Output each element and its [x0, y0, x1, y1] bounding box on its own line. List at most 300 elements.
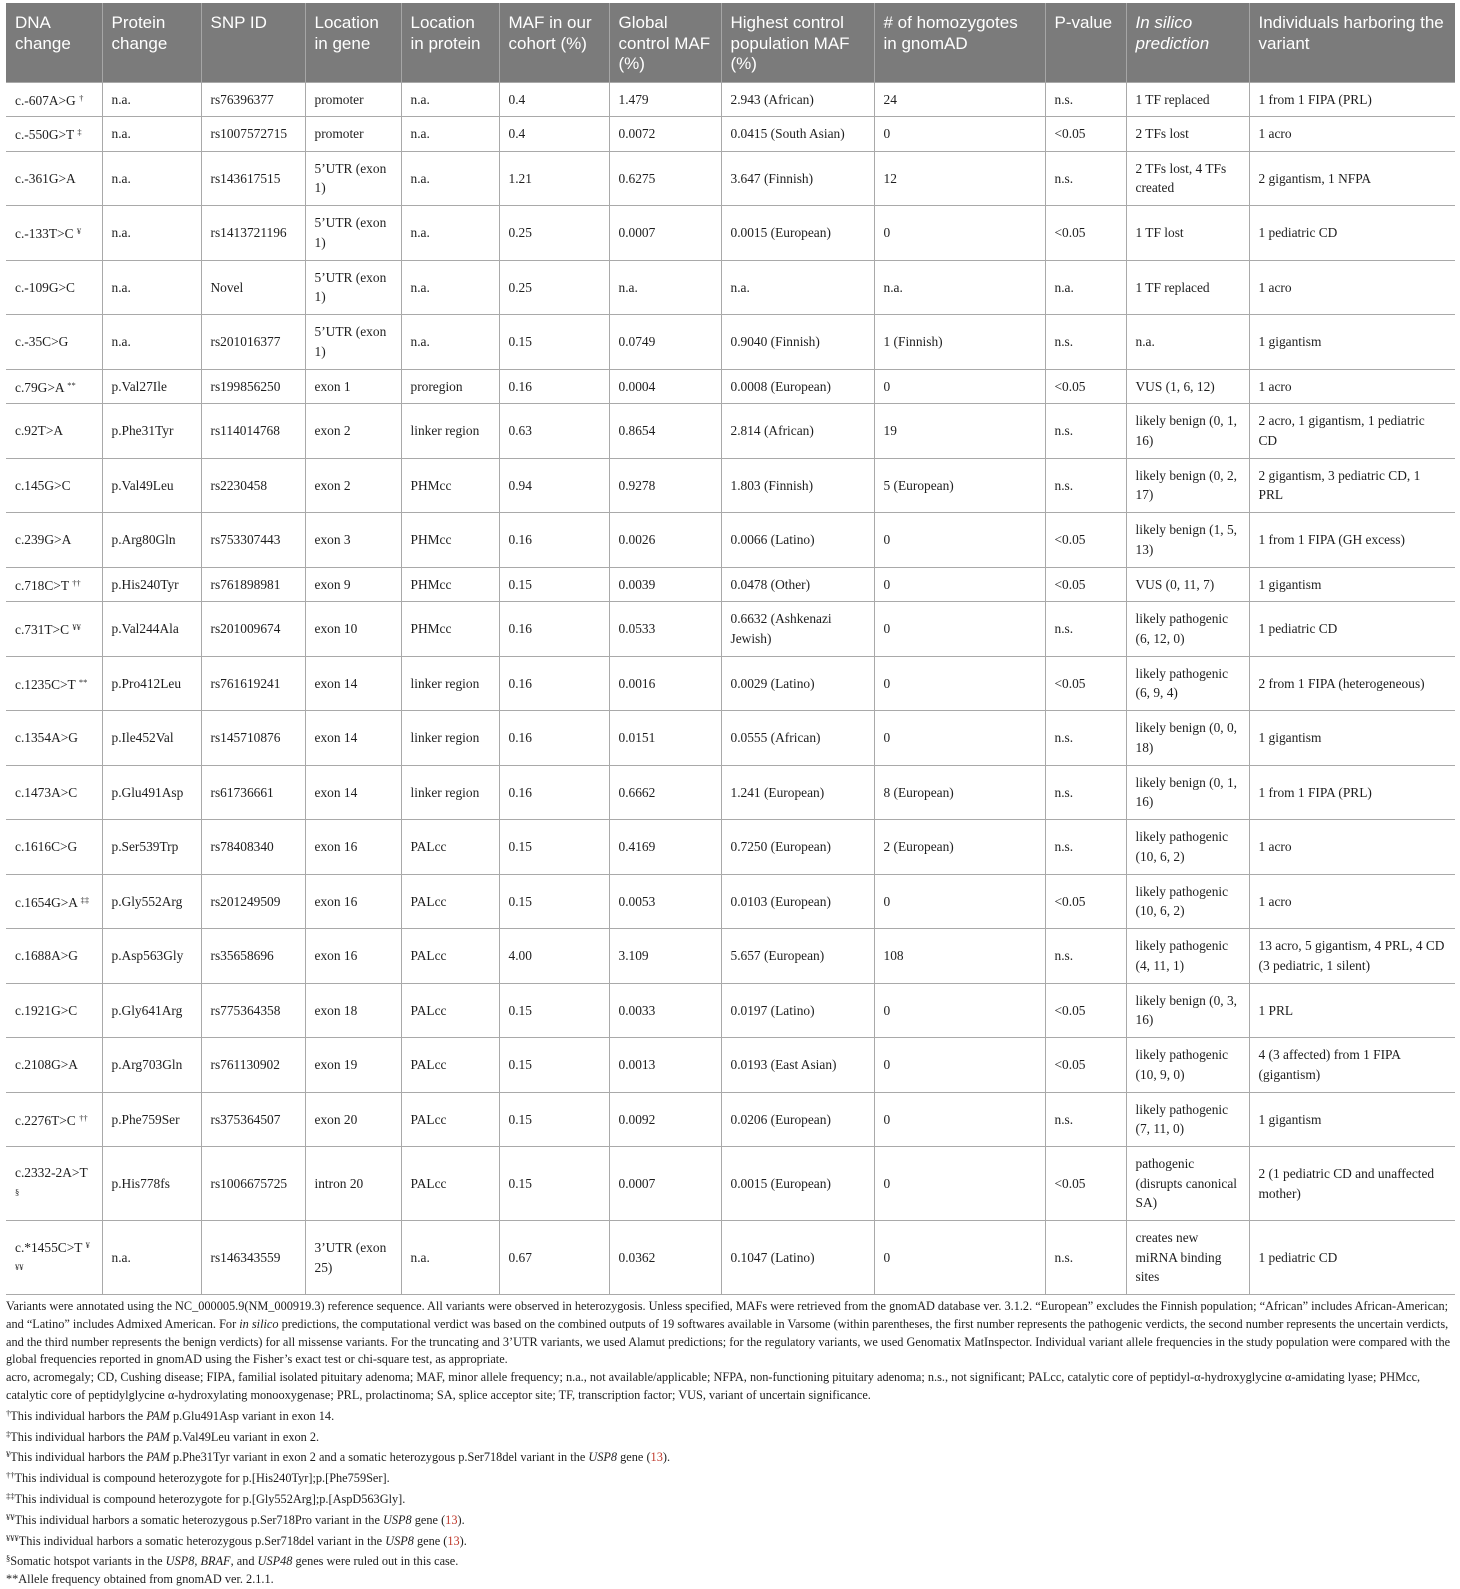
cell-location-protein — [401, 513, 499, 568]
cell-dna-change — [6, 983, 102, 1038]
cell-maf-cohort — [499, 567, 609, 602]
location-gene-text: exon 18 — [314, 1002, 358, 1018]
cell-homozygotes — [874, 404, 1045, 459]
location-protein-text: linker region — [410, 423, 480, 438]
footnote-marker: ** — [67, 379, 76, 390]
footnote-marker: †† — [79, 1112, 88, 1123]
cell-maf-cohort — [499, 117, 609, 152]
cell-dna-change — [6, 315, 102, 370]
cell-dna-change — [6, 656, 102, 711]
cell-individuals — [1249, 983, 1455, 1038]
homozygotes-text: 0 — [883, 532, 891, 547]
snp-id-text: rs201249509 — [210, 893, 281, 909]
maf-cohort-text: 0.25 — [508, 225, 532, 240]
footnote-double-yen: ¥¥This individual harbors a somatic heterozygous p.Ser718Pro variant in the USP8 gene (13). — [6, 1511, 465, 1527]
p-value-text: n.s. — [1054, 477, 1074, 493]
cell-p-value — [1045, 369, 1126, 404]
cell-dna-change — [6, 1221, 102, 1295]
cell-in-silico — [1126, 567, 1249, 602]
location-protein-text: n.a. — [410, 126, 430, 141]
reference-link[interactable]: 13 — [650, 1450, 663, 1465]
cell-maf-highest — [721, 404, 874, 459]
dna-change-text: c.-35C>G — [15, 334, 69, 349]
table-row — [6, 983, 1455, 1038]
table-row — [6, 513, 1455, 568]
footnote-marker: ¥ — [76, 226, 82, 236]
cell-maf-highest — [721, 765, 874, 820]
in-silico-text: likely benign (0, 3, 16) — [1135, 992, 1238, 1028]
cell-snp-id — [201, 1221, 305, 1295]
maf-highest-text: 1.803 (Finnish) — [730, 477, 814, 493]
cell-in-silico — [1126, 1147, 1249, 1221]
cell-in-silico — [1126, 260, 1249, 315]
cell-location-protein — [401, 1038, 499, 1093]
cell-p-value — [1045, 765, 1126, 820]
cell-location-protein — [401, 602, 499, 657]
cell-dna-change — [6, 820, 102, 875]
header-location-gene: Location in gene — [305, 3, 401, 82]
table-row — [6, 765, 1455, 820]
p-value-text: <0.05 — [1054, 126, 1086, 141]
maf-global-text: 0.0007 — [618, 1175, 656, 1191]
homozygotes-text: n.a. — [883, 279, 903, 295]
maf-highest-text: 0.0555 (African) — [730, 730, 821, 745]
header-homozygotes: # of homozygotes in gnomAD — [874, 3, 1045, 82]
cell-dna-change — [6, 458, 102, 513]
cell-protein-change — [102, 602, 201, 657]
cell-maf-cohort — [499, 260, 609, 315]
maf-highest-text: 0.7250 (European) — [730, 839, 831, 854]
snp-id-text: rs1006675725 — [210, 1175, 288, 1191]
cell-maf-cohort — [499, 404, 609, 459]
maf-highest-text: 2.814 (African) — [730, 423, 814, 438]
cell-homozygotes — [874, 1221, 1045, 1295]
maf-cohort-text: 0.67 — [508, 1249, 532, 1265]
cell-snp-id — [201, 151, 305, 206]
location-protein-text: PALcc — [410, 839, 447, 854]
maf-global-text: 0.0033 — [618, 1002, 656, 1018]
p-value-text: n.s. — [1054, 784, 1074, 800]
cell-snp-id — [201, 820, 305, 875]
cell-location-gene — [305, 567, 401, 602]
in-silico-text: likely pathogenic (10, 6, 2) — [1135, 883, 1229, 919]
cell-protein-change — [102, 820, 201, 875]
cell-in-silico — [1126, 513, 1249, 568]
protein-change-text: p.Ile452Val — [111, 730, 174, 745]
homozygotes-text: 0 — [883, 225, 891, 240]
cell-location-protein — [401, 1221, 499, 1295]
cell-snp-id — [201, 117, 305, 152]
cell-maf-highest — [721, 151, 874, 206]
cell-location-protein — [401, 82, 499, 117]
p-value-text: <0.05 — [1054, 1175, 1086, 1191]
maf-highest-text: 0.0066 (Latino) — [730, 532, 815, 547]
cell-maf-highest — [721, 82, 874, 117]
cell-maf-cohort — [499, 656, 609, 711]
p-value-text: n.s. — [1054, 1111, 1074, 1127]
cell-homozygotes — [874, 1147, 1045, 1221]
cell-maf-global — [609, 929, 721, 984]
table-row — [6, 1147, 1455, 1221]
header-individuals: Individuals harboring the variant — [1249, 3, 1455, 82]
cell-maf-global — [609, 656, 721, 711]
table-row — [6, 820, 1455, 875]
snp-id-text: rs2230458 — [210, 477, 268, 493]
cell-location-gene — [305, 983, 401, 1038]
cell-in-silico — [1126, 369, 1249, 404]
cell-maf-cohort — [499, 151, 609, 206]
dna-change-text: c.1235C>T — [15, 676, 76, 692]
maf-highest-text: 0.0193 (East Asian) — [730, 1057, 837, 1072]
cell-protein-change — [102, 929, 201, 984]
cell-dna-change — [6, 602, 102, 657]
cell-maf-highest — [721, 1038, 874, 1093]
cell-maf-global — [609, 874, 721, 929]
p-value-text: <0.05 — [1054, 378, 1086, 394]
cell-location-gene — [305, 404, 401, 459]
cell-p-value — [1045, 656, 1126, 711]
cell-dna-change — [6, 765, 102, 820]
cell-homozygotes — [874, 765, 1045, 820]
location-gene-text: exon 9 — [314, 576, 351, 592]
snp-id-text: rs375364507 — [210, 1111, 281, 1127]
cell-maf-global — [609, 315, 721, 370]
cell-homozygotes — [874, 82, 1045, 117]
snp-id-text: rs114014768 — [210, 423, 280, 438]
p-value-text: <0.05 — [1054, 1057, 1086, 1072]
table-row — [6, 206, 1455, 261]
homozygotes-text: 0 — [883, 1057, 891, 1072]
cell-location-gene — [305, 513, 401, 568]
maf-highest-text: 0.0103 (European) — [730, 893, 831, 909]
cell-maf-cohort — [499, 1092, 609, 1147]
cell-in-silico — [1126, 983, 1249, 1038]
cell-p-value — [1045, 1038, 1126, 1093]
individuals-text: 13 acro, 5 gigantism, 4 PRL, 4 CD (3 pediatric, 1 silent) — [1258, 938, 1445, 973]
cell-maf-global — [609, 711, 721, 766]
snp-id-text: rs76396377 — [210, 91, 274, 107]
maf-highest-text: 1.241 (European) — [730, 784, 825, 800]
maf-cohort-text: 0.4 — [508, 126, 526, 141]
snp-id-text: rs145710876 — [210, 730, 281, 745]
cell-in-silico — [1126, 929, 1249, 984]
p-value-text: n.s. — [1054, 839, 1074, 854]
footnote-marker: †† — [72, 577, 81, 588]
cell-maf-cohort — [499, 929, 609, 984]
cell-maf-global — [609, 983, 721, 1038]
individuals-text: 1 gigantism — [1258, 730, 1322, 745]
cell-maf-global — [609, 567, 721, 602]
cell-individuals — [1249, 820, 1455, 875]
homozygotes-text: 0 — [883, 1111, 891, 1127]
table-row — [6, 711, 1455, 766]
footnote-dagger: †This individual harbors the PAM p.Glu491Asp variant in exon 14. — [6, 1407, 335, 1423]
snp-id-text: rs761619241 — [210, 675, 281, 691]
p-value-text: <0.05 — [1054, 225, 1086, 240]
maf-global-text: 0.0072 — [618, 126, 656, 141]
protein-change-text: p.His778fs — [111, 1175, 170, 1191]
cell-individuals — [1249, 206, 1455, 261]
maf-global-text: 0.8654 — [618, 423, 656, 438]
p-value-text: <0.05 — [1054, 576, 1086, 592]
maf-highest-text: 3.647 (Finnish) — [730, 170, 814, 186]
cell-location-protein — [401, 765, 499, 820]
dna-change-text: c.1921G>C — [15, 1002, 78, 1018]
cell-maf-highest — [721, 820, 874, 875]
cell-p-value — [1045, 983, 1126, 1038]
snp-id-text: rs61736661 — [210, 784, 274, 800]
cell-snp-id — [201, 513, 305, 568]
individuals-text: 1 gigantism — [1258, 576, 1322, 592]
cell-homozygotes — [874, 1038, 1045, 1093]
p-value-text: n.s. — [1054, 334, 1074, 349]
table-row — [6, 82, 1455, 117]
cell-individuals — [1249, 874, 1455, 929]
maf-highest-text: 0.1047 (Latino) — [730, 1249, 815, 1265]
snp-id-text: rs35658696 — [210, 948, 274, 963]
cell-maf-highest — [721, 458, 874, 513]
snp-id-text: rs201016377 — [210, 334, 281, 349]
location-gene-text: 5’UTR (exon 1) — [314, 215, 387, 250]
p-value-text: n.s. — [1054, 1249, 1074, 1265]
in-silico-text: likely benign (1, 5, 13) — [1135, 522, 1238, 557]
maf-cohort-text: 0.15 — [508, 839, 532, 854]
cell-maf-highest — [721, 315, 874, 370]
cell-homozygotes — [874, 874, 1045, 929]
cell-location-protein — [401, 315, 499, 370]
cell-homozygotes — [874, 369, 1045, 404]
p-value-text: n.s. — [1054, 621, 1074, 636]
location-gene-text: exon 14 — [314, 784, 358, 800]
cell-dna-change — [6, 151, 102, 206]
maf-highest-text: 0.0029 (Latino) — [730, 675, 815, 691]
cell-in-silico — [1126, 117, 1249, 152]
table-row — [6, 458, 1455, 513]
cell-protein-change — [102, 369, 201, 404]
maf-global-text: 0.0362 — [618, 1249, 656, 1265]
cell-individuals — [1249, 1147, 1455, 1221]
homozygotes-text: 0 — [883, 675, 891, 691]
individuals-text: 1 PRL — [1258, 1002, 1294, 1018]
snp-id-text: rs199856250 — [210, 378, 281, 394]
cell-protein-change — [102, 513, 201, 568]
cell-maf-highest — [721, 117, 874, 152]
maf-global-text: 0.0053 — [618, 893, 656, 909]
dna-change-text: c.79G>A — [15, 379, 64, 395]
location-gene-text: 5’UTR (exon 1) — [314, 269, 387, 305]
footnote-double-asterisk: **Allele frequency obtained from gnomAD ver. 2.1.1. — [6, 1572, 274, 1587]
cell-p-value — [1045, 117, 1126, 152]
cell-in-silico — [1126, 820, 1249, 875]
cell-location-gene — [305, 82, 401, 117]
dna-change-text: c.-550G>T — [15, 127, 74, 142]
maf-cohort-text: 0.25 — [508, 279, 532, 295]
cell-location-protein — [401, 1092, 499, 1147]
footnote-marker: ** — [78, 676, 88, 687]
cell-in-silico — [1126, 656, 1249, 711]
p-value-text: <0.05 — [1054, 893, 1086, 909]
cell-location-gene — [305, 929, 401, 984]
cell-maf-cohort — [499, 82, 609, 117]
cell-individuals — [1249, 711, 1455, 766]
maf-highest-text: 0.0197 (Latino) — [730, 1002, 815, 1018]
cell-protein-change — [102, 765, 201, 820]
in-silico-text: 2 TFs lost, 4 TFs created — [1135, 160, 1227, 196]
cell-p-value — [1045, 206, 1126, 261]
cell-dna-change — [6, 404, 102, 459]
cell-dna-change — [6, 513, 102, 568]
cell-location-gene — [305, 260, 401, 315]
p-value-text: n.s. — [1054, 948, 1074, 963]
cell-maf-cohort — [499, 315, 609, 370]
maf-global-text: 0.4169 — [618, 839, 656, 854]
cell-in-silico — [1126, 765, 1249, 820]
location-gene-text: exon 16 — [314, 948, 358, 963]
individuals-text: 2 from 1 FIPA (heterogeneous) — [1258, 675, 1425, 691]
maf-global-text: n.a. — [618, 279, 638, 295]
footnote-double-double-dagger: ‡‡This individual is compound heterozygote for p.[Gly552Arg];p.[AspD563Gly]. — [6, 1490, 406, 1506]
table-row — [6, 874, 1455, 929]
location-gene-text: 3’UTR (exon 25) — [314, 1240, 387, 1275]
maf-global-text: 0.6662 — [618, 784, 656, 800]
cell-individuals — [1249, 151, 1455, 206]
cell-in-silico — [1126, 1221, 1249, 1295]
dna-change-text: c.92T>A — [15, 423, 64, 438]
individuals-text: 1 from 1 FIPA (GH excess) — [1258, 532, 1405, 547]
in-silico-text: likely pathogenic (6, 9, 4) — [1135, 665, 1229, 701]
in-silico-text: n.a. — [1135, 334, 1155, 349]
cell-protein-change — [102, 458, 201, 513]
location-gene-text: exon 3 — [314, 532, 351, 547]
cell-maf-global — [609, 513, 721, 568]
location-protein-text: n.a. — [410, 91, 430, 107]
location-protein-text: n.a. — [410, 225, 430, 240]
cell-maf-cohort — [499, 711, 609, 766]
cell-snp-id — [201, 765, 305, 820]
cell-individuals — [1249, 82, 1455, 117]
table-row — [6, 151, 1455, 206]
cell-maf-cohort — [499, 458, 609, 513]
individuals-text: 1 acro — [1258, 839, 1292, 854]
in-silico-text: creates new miRNA binding sites — [1135, 1230, 1222, 1285]
p-value-text: <0.05 — [1054, 675, 1086, 691]
cell-maf-global — [609, 404, 721, 459]
protein-change-text: n.a. — [111, 1249, 131, 1265]
in-silico-text: likely benign (0, 1, 16) — [1135, 413, 1238, 448]
cell-location-gene — [305, 117, 401, 152]
maf-cohort-text: 1.21 — [508, 170, 532, 186]
maf-global-text: 0.0013 — [618, 1057, 656, 1072]
location-protein-text: PHMcc — [410, 532, 452, 547]
reference-link[interactable]: 13 — [447, 1533, 460, 1548]
p-value-text: n.a. — [1054, 279, 1074, 295]
homozygotes-text: 12 — [883, 170, 897, 186]
cell-p-value — [1045, 711, 1126, 766]
cell-snp-id — [201, 1092, 305, 1147]
maf-cohort-text: 0.15 — [508, 893, 532, 909]
cell-location-protein — [401, 1147, 499, 1221]
homozygotes-text: 0 — [883, 730, 891, 745]
cell-p-value — [1045, 1147, 1126, 1221]
location-gene-text: exon 14 — [314, 730, 358, 745]
cell-location-gene — [305, 1092, 401, 1147]
cell-maf-highest — [721, 711, 874, 766]
cell-maf-cohort — [499, 369, 609, 404]
location-protein-text: n.a. — [410, 170, 430, 186]
maf-highest-text: 0.6632 (Ashkenazi Jewish) — [730, 611, 832, 646]
cell-maf-highest — [721, 1147, 874, 1221]
cell-in-silico — [1126, 458, 1249, 513]
reference-link[interactable]: 13 — [445, 1512, 458, 1527]
location-gene-text: exon 16 — [314, 893, 358, 909]
maf-cohort-text: 0.15 — [508, 1175, 532, 1191]
cell-protein-change — [102, 315, 201, 370]
in-silico-text: likely benign (0, 1, 16) — [1135, 774, 1238, 810]
maf-highest-text: 5.657 (European) — [730, 948, 825, 963]
cell-maf-global — [609, 602, 721, 657]
cell-maf-highest — [721, 1092, 874, 1147]
location-protein-text: proregion — [410, 378, 463, 394]
maf-cohort-text: 0.16 — [508, 532, 532, 547]
cell-dna-change — [6, 1038, 102, 1093]
in-silico-text: likely benign (0, 2, 17) — [1135, 467, 1238, 503]
cell-in-silico — [1126, 711, 1249, 766]
location-gene-text: exon 14 — [314, 675, 358, 691]
cell-in-silico — [1126, 82, 1249, 117]
header-dna-change: DNA change — [6, 3, 102, 82]
footnote-triple-yen: ¥¥¥This individual harbors a somatic heterozygous p.Ser718del variant in the USP8 gene (13). — [6, 1532, 467, 1548]
maf-global-text: 0.0092 — [618, 1111, 656, 1127]
methods-note: Variants were annotated using the NC_000005.9(NM_000919.3) reference sequence. All variants were observed in heterozygosis. Unless specified, MAFs were retrieved from the gnomAD database ver. 3.1.2. “European” excludes the Finnish population; “African” includes African-American; and “Latino” includes Admixed American. For in silico predictions, the computational verdict was based on the combined outputs of 19 softwares available in Varsome (within parentheses, the first number represents the pathogenic verdicts, the second number represents the uncertain verdicts, and the third number represents the benign verdicts) for all missense variants. For the truncating and 3’UTR variants, we used Alamut predictions; for the regulatory variants, we used Genomatix MatInspector. Individual variant allele frequencies in the study population were compared with the global frequencies reported in gnomAD using the Fisher’s exact test or chi-square test, as appropriate. — [6, 1299, 1451, 1367]
location-protein-text: PALcc — [410, 893, 447, 909]
cell-individuals — [1249, 1092, 1455, 1147]
dna-change-text: c.731T>C — [15, 622, 70, 637]
snp-id-text: rs143617515 — [210, 170, 281, 186]
maf-highest-text: 0.0008 (European) — [730, 378, 831, 394]
in-silico-text: 1 TF replaced — [1135, 91, 1210, 107]
footnote-marker: ¥¥¥ — [15, 1240, 90, 1272]
cell-in-silico — [1126, 206, 1249, 261]
cell-maf-highest — [721, 567, 874, 602]
cell-location-protein — [401, 458, 499, 513]
cell-maf-global — [609, 1147, 721, 1221]
cell-location-gene — [305, 765, 401, 820]
header-location-protein: Location in protein — [401, 3, 499, 82]
p-value-text: <0.05 — [1054, 1002, 1086, 1018]
maf-highest-text: 0.0415 (South Asian) — [730, 126, 845, 141]
cell-in-silico — [1126, 874, 1249, 929]
location-gene-text: exon 1 — [314, 378, 351, 394]
cell-location-gene — [305, 1147, 401, 1221]
individuals-text: 2 gigantism, 3 pediatric CD, 1 PRL — [1258, 467, 1421, 503]
dna-change-text: c.1688A>G — [15, 948, 78, 963]
maf-global-text: 0.0039 — [618, 576, 656, 592]
cell-individuals — [1249, 1221, 1455, 1295]
location-protein-text: n.a. — [410, 334, 430, 349]
table-row — [6, 260, 1455, 315]
in-silico-text: likely pathogenic (4, 11, 1) — [1135, 938, 1229, 973]
table-row — [6, 602, 1455, 657]
cell-maf-cohort — [499, 1221, 609, 1295]
cell-location-gene — [305, 656, 401, 711]
protein-change-text: p.Phe31Tyr — [111, 423, 174, 438]
p-value-text: n.s. — [1054, 423, 1074, 438]
cell-maf-cohort — [499, 983, 609, 1038]
footnote-marker: ¥¥ — [72, 622, 81, 632]
cell-individuals — [1249, 513, 1455, 568]
cell-snp-id — [201, 315, 305, 370]
location-protein-text: PALcc — [410, 1111, 447, 1127]
